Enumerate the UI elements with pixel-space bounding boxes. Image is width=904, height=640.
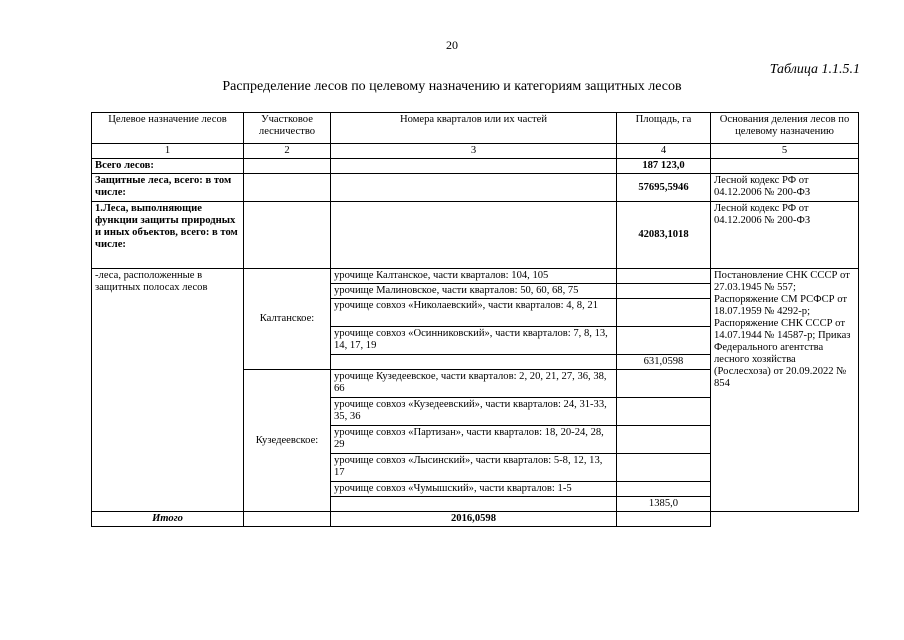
column-header: Площадь, га — [617, 113, 711, 144]
area-value: 57695,5946 — [617, 174, 711, 202]
table-number: Таблица 1.1.5.1 — [769, 62, 860, 77]
quarters-text: урочище Малиновское, части кварталов: 50, 60, 68, 75 — [331, 284, 617, 299]
quarters-text: урочище совхоз «Чумышский», части кварталов: 1-5 — [331, 482, 617, 497]
area-value: 1385,0 — [617, 497, 711, 512]
empty-cell — [617, 327, 711, 355]
empty-cell — [617, 454, 711, 482]
area-value: 187 123,0 — [617, 159, 711, 174]
column-number: 4 — [617, 144, 711, 159]
table-row — [92, 269, 859, 284]
basis-text: Постановление СНК СССР от 27.03.1945 № 557; Распоряжение СМ РСФСР от 18.07.1959 № 4292-р; Распоряжение СНК СССР от 14.07.1944 № 14587-р; Приказ Федерального агентства лесного хозяйства (Рослесхоза) от 20.09.2022 № 854 — [711, 269, 859, 512]
column-header: Участковое лесничество — [244, 113, 331, 144]
column-header: Целевое назначение лесов — [92, 113, 244, 144]
row-label: -леса, расположенные в защитных полосах лесов — [92, 269, 244, 512]
quarters-text: урочище совхоз «Партизан», части кварталов: 18, 20-24, 28, 29 — [331, 426, 617, 454]
empty-cell — [617, 284, 711, 299]
empty-cell — [617, 269, 711, 284]
table-row — [92, 159, 859, 174]
table-row — [92, 202, 859, 269]
column-number: 1 — [92, 144, 244, 159]
empty-cell — [617, 299, 711, 327]
empty-cell — [331, 174, 617, 202]
forestry-name: Калтанское: — [244, 269, 331, 370]
quarters-text: урочище совхоз «Кузедеевский», части кварталов: 24, 31-33, 35, 36 — [331, 398, 617, 426]
empty-cell — [331, 497, 617, 512]
empty-cell — [244, 159, 331, 174]
empty-cell — [331, 355, 617, 370]
quarters-text: урочище совхоз «Осинниковский», части кварталов: 7, 8, 13, 14, 17, 19 — [331, 327, 617, 355]
column-number: 2 — [244, 144, 331, 159]
empty-cell — [617, 512, 711, 527]
table-row — [92, 512, 859, 527]
quarters-text: урочище совхоз «Лысинский», части кварталов: 5-8, 12, 13, 17 — [331, 454, 617, 482]
area-value: 631,0598 — [617, 355, 711, 370]
area-value: 2016,0598 — [331, 512, 617, 527]
page-number: 20 — [446, 38, 458, 52]
column-header: Номера кварталов или их частей — [331, 113, 617, 144]
column-header: Основания деления лесов по целевому назначению — [711, 113, 859, 144]
column-number-row — [92, 144, 859, 159]
table-row — [92, 174, 859, 202]
header-row — [92, 113, 859, 144]
forest-distribution-table — [91, 112, 859, 527]
empty-cell — [711, 159, 859, 174]
empty-cell — [617, 370, 711, 398]
quarters-text: урочище Кузедеевское, части кварталов: 2, 20, 21, 27, 36, 38, 66 — [331, 370, 617, 398]
empty-cell — [244, 512, 331, 527]
table-title: Распределение лесов по целевому назначению и категориям защитных лесов — [222, 79, 682, 94]
basis-text: Лесной кодекс РФ от 04.12.2006 № 200-ФЗ — [711, 202, 859, 269]
area-value: 42083,1018 — [617, 202, 711, 269]
empty-cell — [244, 174, 331, 202]
basis-text: Лесной кодекс РФ от 04.12.2006 № 200-ФЗ — [711, 174, 859, 202]
empty-cell — [617, 426, 711, 454]
empty-cell — [331, 202, 617, 269]
empty-cell — [244, 202, 331, 269]
column-number: 3 — [331, 144, 617, 159]
empty-cell — [617, 398, 711, 426]
total-label: Итого — [92, 512, 244, 527]
column-number: 5 — [711, 144, 859, 159]
quarters-text: урочище совхоз «Николаевский», части кварталов: 4, 8, 21 — [331, 299, 617, 327]
forestry-name: Кузедеевское: — [244, 370, 331, 512]
row-label: Защитные леса, всего: в том числе: — [92, 174, 244, 202]
row-label: 1.Леса, выполняющие функции защиты природных и иных объектов, всего: в том числе: — [92, 202, 244, 269]
row-label: Всего лесов: — [92, 159, 244, 174]
empty-cell — [331, 159, 617, 174]
quarters-text: урочище Калтанское, части кварталов: 104, 105 — [331, 269, 617, 284]
empty-cell — [617, 482, 711, 497]
